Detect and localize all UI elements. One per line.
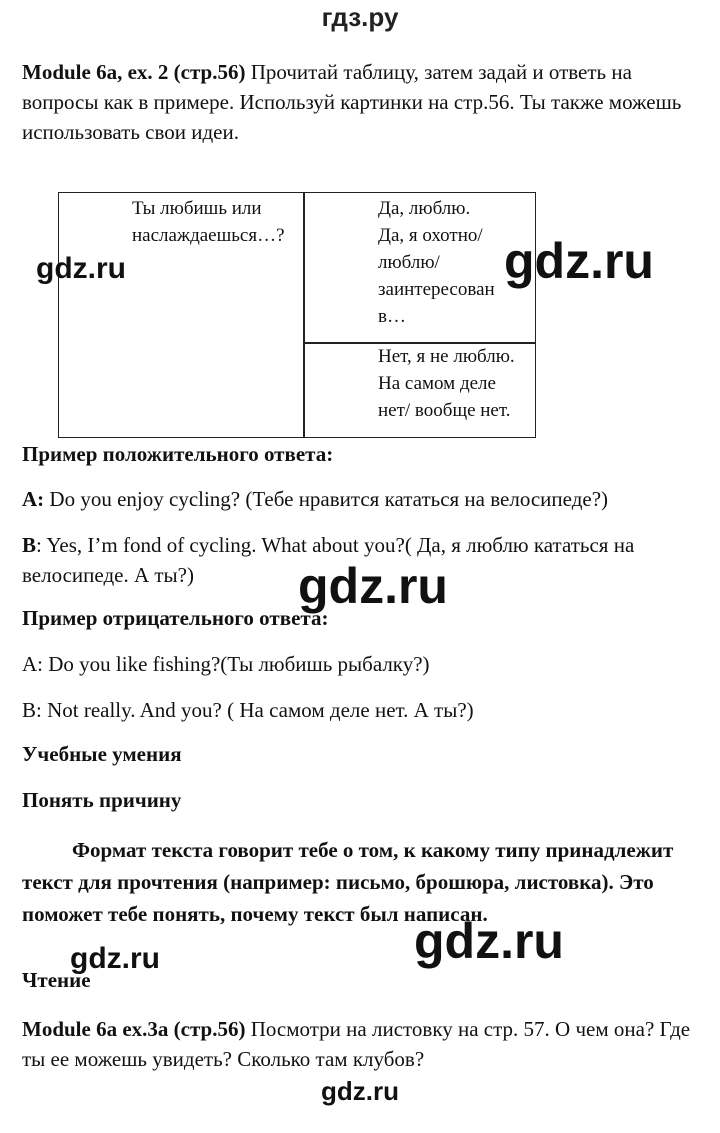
task1-ref: Module 6a, ex. 2 (стр.56): [22, 60, 246, 84]
site-header: гдз.ру: [321, 2, 399, 32]
positive-example-a: [22, 484, 702, 514]
positive-line: люблю/: [378, 252, 440, 273]
watermark: gdz.ru: [70, 942, 160, 975]
speaker-a-text: Do you enjoy cycling? (Тебе нравится кататься на велосипеде?): [44, 487, 609, 511]
task2-paragraph: [22, 1014, 702, 1074]
task1-paragraph: [22, 57, 702, 147]
watermark: gdz.ru: [504, 233, 654, 289]
watermark: gdz.ru: [36, 252, 126, 285]
speaker-b-label: B: [22, 533, 37, 557]
table-divider-vertical: [303, 192, 305, 438]
negative-line: нет/ вообще нет.: [378, 400, 511, 421]
speaker-a-label: A:: [22, 487, 45, 511]
positive-line: Да, люблю.: [378, 198, 471, 219]
skills-heading: Учебные умения: [22, 742, 182, 766]
task1-text: Прочитай таблицу, затем задай и ответь на вопросы как в примере. Используй картинки на стр.56. Ты также можешь использовать свои идеи.: [22, 60, 682, 144]
footer-watermark: gdz.ru: [321, 1076, 399, 1106]
question-line: наслаждаешься…?: [132, 225, 285, 246]
task2-text: Посмотри на листовку на стр. 57. О чем она? Где ты ее можешь увидеть? Сколько там клубов?: [22, 1017, 691, 1071]
table-positive-cell: [378, 195, 495, 330]
table-negative-cell: [378, 343, 515, 424]
negative-line: На самом деле: [378, 373, 496, 394]
positive-line: заинтересован: [378, 279, 495, 300]
positive-line: Да, я охотно/: [378, 225, 483, 246]
reading-heading: Чтение: [22, 968, 91, 992]
positive-line: в…: [378, 306, 406, 327]
negative-example-a: A: Do you like fishing?(Ты любишь рыбалку?): [22, 652, 430, 676]
question-line: Ты любишь или: [132, 198, 262, 219]
skills-body: Формат текста говорит тебе о том, к какому типу принадлежит текст для прочтения (например: письмо, брошюра, листовка). Это поможет тебе понять, почему текст был написан.: [22, 838, 674, 926]
negative-line: Нет, я не люблю.: [378, 346, 515, 367]
skills-subheading: Понять причину: [22, 788, 182, 812]
task2-ref: Module 6a ex.3a (стр.56): [22, 1017, 246, 1041]
speaker-b-text: : Yes, I’m fond of cycling. What about you?( Да, я люблю кататься на велосипеде. А ты?): [22, 533, 635, 587]
table-question-cell: [132, 195, 285, 249]
negative-example-heading: Пример отрицательного ответа:: [22, 606, 329, 630]
watermark: gdz.ru: [414, 913, 564, 969]
negative-example-b: B: Not really. And you? ( На самом деле нет. А ты?): [22, 698, 474, 722]
positive-example-heading: Пример положительного ответа:: [22, 442, 334, 466]
watermark: gdz.ru: [298, 558, 448, 614]
